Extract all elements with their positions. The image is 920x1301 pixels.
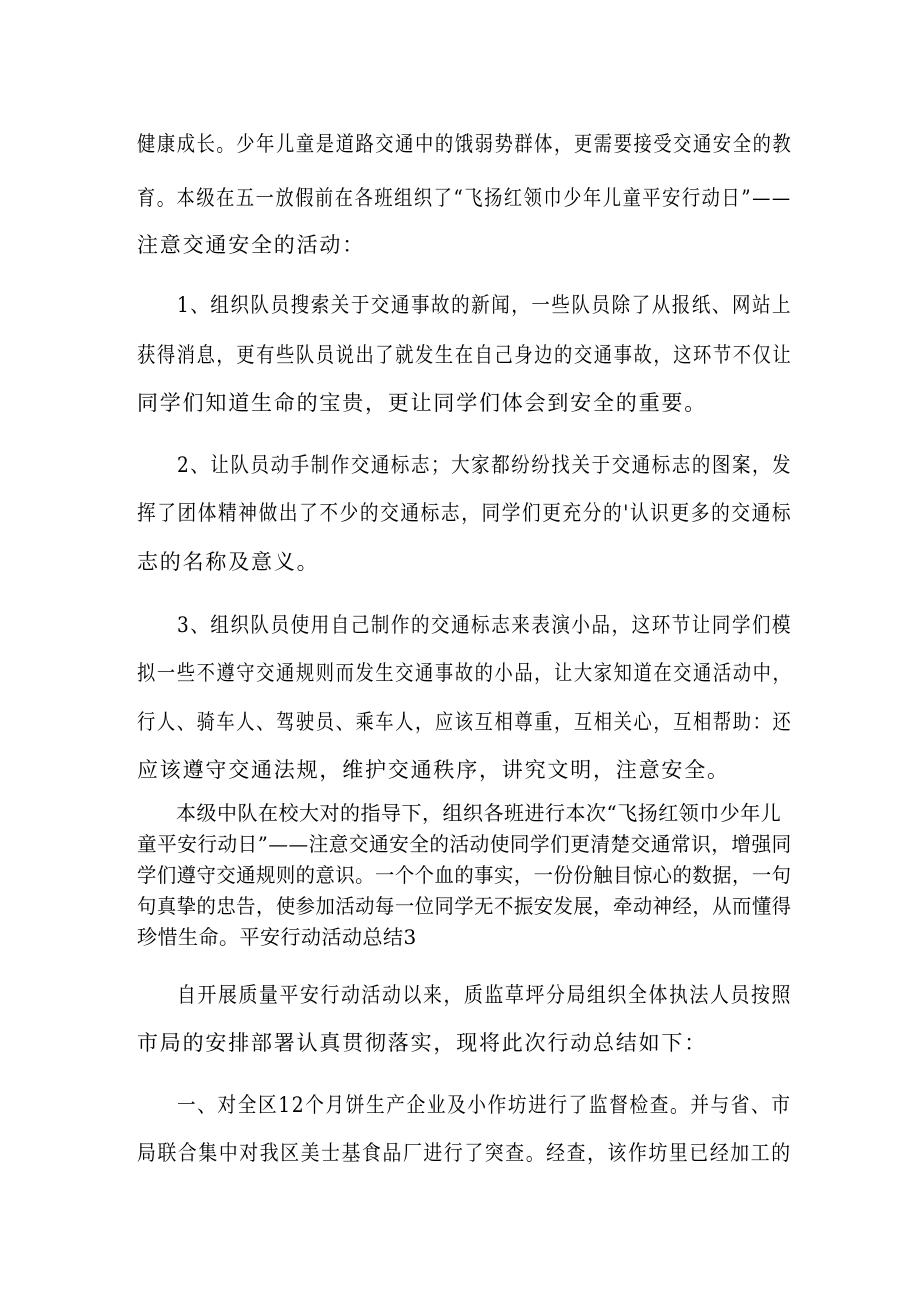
text-line-18: 珍惜生命。平安行动活动总结3 (137, 925, 417, 949)
text-line-15: 童平安行动日”——注意交通安全的活动使同学们更清楚交通常识，增强同 (137, 832, 792, 856)
text-line-4: 1、组织队员搜索关于交通事故的新闻，一些队员除了从报纸、网站上 (177, 293, 793, 317)
text-line-2: 育。本级在五一放假前在各班组织了“飞扬红领巾少年儿童平安行动日”—— (137, 186, 792, 210)
text-line-3: 注意交通安全的活动： (137, 233, 365, 257)
text-line-11: 拟一些不遵守交通规则而发生交通事故的小品，让大家知道在交通活动中， (137, 661, 793, 685)
text-line-10: 3、组织队员使用自己制作的交通标志来表演小品，这环节让同学们模 (177, 613, 793, 637)
text-line-7: 2、让队员动手制作交通标志；大家都纷纷找关于交通标志的图案，发 (177, 453, 793, 477)
text-line-13: 应该遵守交通法规，维护交通秩序，讲究文明，注意安全。 (137, 758, 730, 782)
text-line-22: 局联合集中对我区美士基食品厂进行了突查。经查，该作坊里已经加工的 (137, 1141, 792, 1165)
text-line-6: 同学们知道生命的宝贵，更让同学们体会到安全的重要。 (137, 391, 707, 415)
text-line-5: 获得消息，更有些队员说出了就发生在自己身边的交通事故，这环节不仅让 (137, 343, 793, 367)
text-line-17: 句真挚的忠告，使参加活动每一位同学无不振安发展，牵动神经，从而懂得 (137, 894, 792, 918)
text-line-12: 行人、骑车人、驾驶员、乘车人，应该互相尊重，互相关心，互相帮助：还 (137, 710, 793, 734)
text-line-19: 自开展质量平安行动活动以来，质监草坪分局组织全体执法人员按照 (177, 983, 792, 1007)
text-line-16: 学们遵守交通规则的意识。一个个血的事实，一份份触目惊心的数据，一句 (137, 863, 792, 887)
text-line-14: 本级中队在校大对的指导下，组织各班进行本次“飞扬红领巾少年儿 (176, 801, 782, 825)
text-line-9: 志的名称及意义。 (137, 550, 320, 574)
text-line-20: 市局的安排部署认真贯彻落实，现将此次行动总结如下： (137, 1031, 707, 1055)
text-line-8: 挥了团体精神做出了不少的交通标志，同学们更充分的'认识更多的交通标 (137, 501, 793, 525)
text-line-1: 健康成长。少年儿童是道路交通中的饿弱势群体，更需要接受交通安全的教 (137, 132, 793, 156)
text-line-21: 一、对全区12个月饼生产企业及小作坊进行了监督检查。并与省、市 (177, 1093, 792, 1117)
